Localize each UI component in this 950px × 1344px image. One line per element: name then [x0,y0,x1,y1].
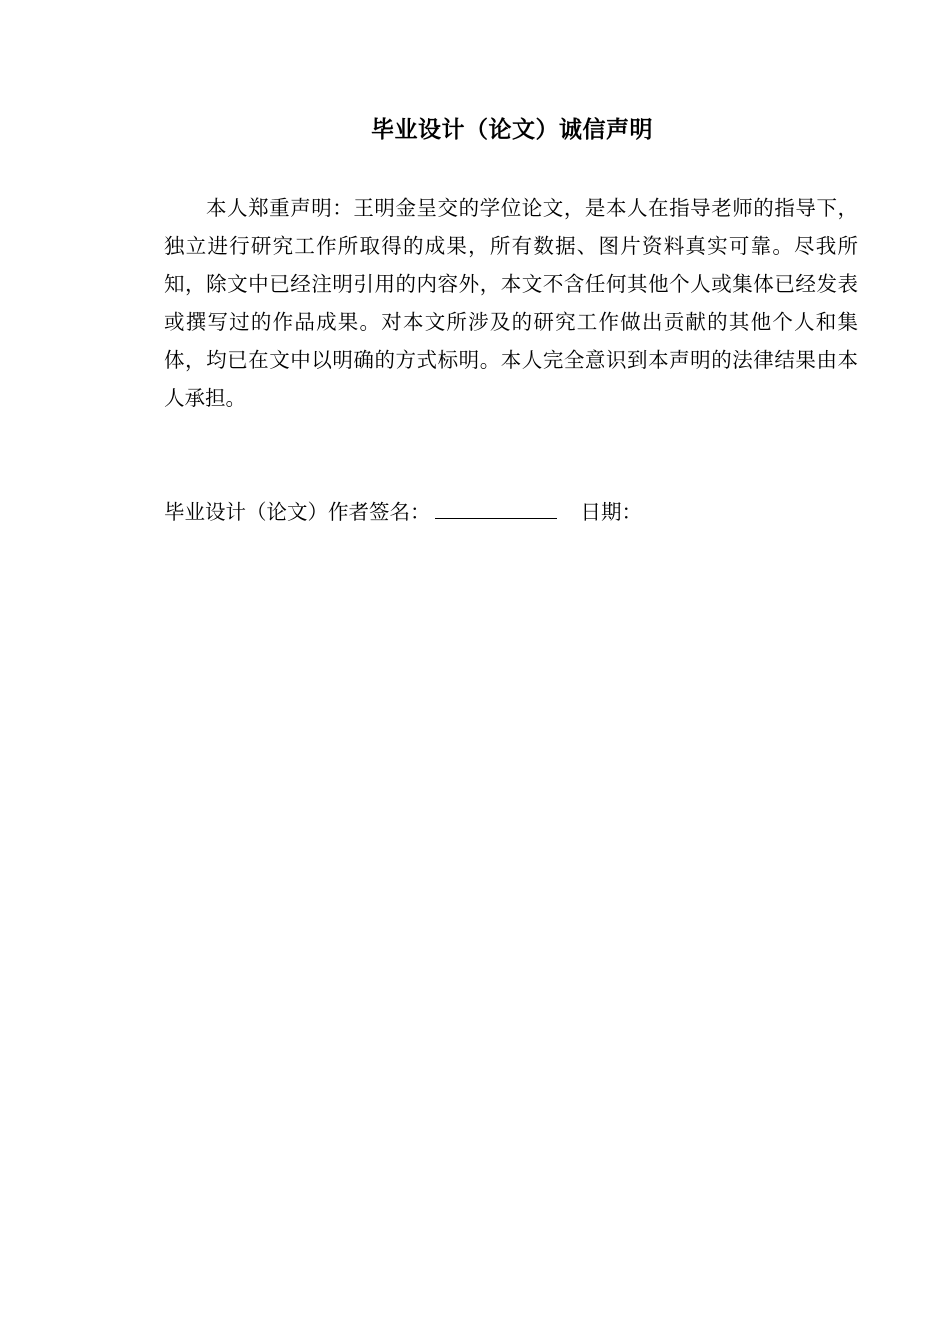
declaration-paragraph: 本人郑重声明：王明金呈交的学位论文，是本人在指导老师的指导下，独立进行研究工作所取得的成果，所有数据、图片资料真实可靠。尽我所知，除文中已经注明引用的内容外，本文不含任何其他个人或集体已经发表或撰写过的作品成果。对本文所涉及的研究工作做出贡献的其他个人和集体，均已在文中以明确的方式标明。本人完全意识到本声明的法律结果由本人承担。 [164,196,858,410]
author-signature-line [435,496,557,519]
date-label: 日期： [580,500,642,524]
signature-row [164,496,642,528]
author-signature-label: 毕业设计（论文）作者签名： [164,500,431,524]
page-title: 毕业设计（论文）诚信声明 [371,117,653,143]
